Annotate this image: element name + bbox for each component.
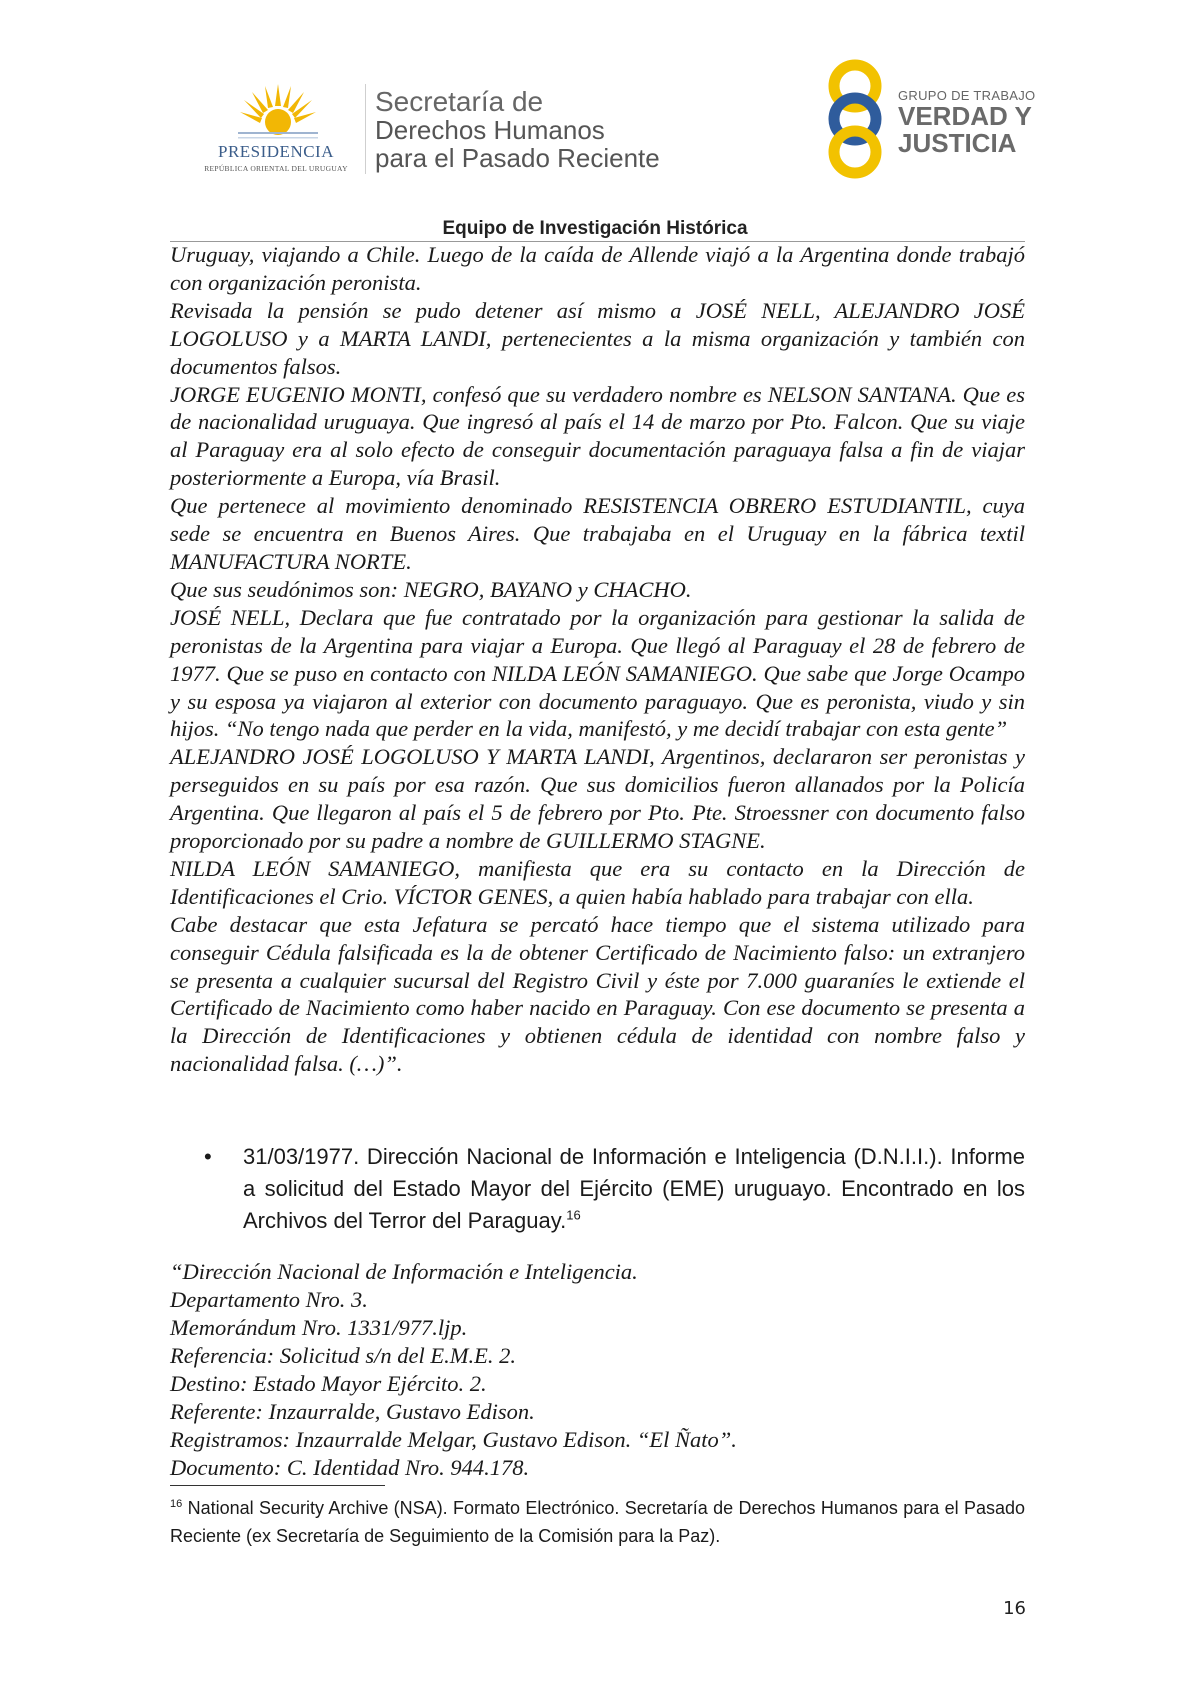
memo-line: Destino: Estado Mayor Ejército. 2.	[170, 1371, 487, 1396]
verdad-justicia-logo	[818, 58, 1038, 180]
quoted-report-body	[170, 241, 1025, 1078]
memo-line: Referente: Inzaurralde, Gustavo Edison.	[170, 1399, 535, 1424]
footnote-number: 16	[170, 1498, 183, 1510]
body-paragraph: Que pertenece al movimiento denominado RESISTENCIA OBRERO ESTUDIANTIL, cuya sede se encuentra en Buenos Aires. Que trabajaba en el Uruguay en la fábrica textil MANUFACTURA NORTE.	[170, 493, 1025, 574]
footnote	[170, 1494, 1025, 1550]
memo-line: Memorándum Nro. 1331/977.ljp.	[170, 1315, 468, 1340]
bullet-item	[204, 1141, 1025, 1237]
body-paragraph: ALEJANDRO JOSÉ LOGOLUSO Y MARTA LANDI, Argentinos, declararon ser peronistas y perseguidos en su país por esa razón. Que sus domicilios fueron allanados por la Policía Argentina. Que llegaron al país el 5 de febrero por Pto. Pte. Stroessner con documento falso proporcionado por su padre a nombre de GUILLERMO STAGNE.	[170, 744, 1025, 854]
body-paragraph: NILDA LEÓN SAMANIEGO, manifiesta que era su contacto en la Dirección de Identificaciones el Crio. VÍCTOR GENES, a quien había hablado para trabajar con ella.	[170, 855, 1025, 909]
memo-line: Registramos: Inzaurralde Melgar, Gustavo Edison. “El Ñato”.	[170, 1427, 737, 1452]
presidencia-name: PRESIDENCIA	[217, 142, 334, 161]
page-number: 16	[1003, 1598, 1026, 1619]
secretaria-logo-text	[375, 88, 660, 172]
header-divider	[365, 84, 366, 174]
verdad-justicia-text	[898, 88, 1035, 157]
page-header	[0, 0, 1190, 240]
presidencia-subtitle: REPÚBLICA ORIENTAL DEL URUGUAY	[204, 164, 348, 173]
bullet-symbol: •	[204, 1144, 212, 1169]
footnote-separator	[170, 1485, 385, 1486]
memo-line: Referencia: Solicitud s/n del E.M.E. 2.	[170, 1343, 516, 1368]
memorandum-block	[170, 1258, 1025, 1482]
bullet-text-block	[243, 1141, 1025, 1237]
interlinked-rings-icon	[818, 58, 892, 180]
secretaria-line-3: para el Pasado Reciente	[375, 143, 660, 173]
footnote-reference[interactable]: 16	[566, 1207, 581, 1223]
presidencia-logo	[196, 78, 356, 178]
verdad-label: VERDAD Y	[898, 101, 1032, 131]
sun-icon	[238, 82, 318, 144]
secretaria-line-1: Secretaría de	[375, 86, 544, 117]
body-paragraph: Que sus seudónimos son: NEGRO, BAYANO y CHACHO.	[170, 576, 692, 602]
body-paragraph: Uruguay, viajando a Chile. Luego de la caída de Allende viajó a la Argentina donde trabajó con organización peronista.	[170, 242, 1025, 295]
body-paragraph: JOSÉ NELL, Declara que fue contratado por la organización para gestionar la salida de peronistas de la Argentina para viajar a Europa. Que llegó al Paraguay el 28 de febrero de 1977. Que se puso en contacto con NILDA LEÓN SAMANIEGO. Que sabe que Jorge Ocampo y su esposa ya viajaron al exterior con documento paraguayo. Que es peronista, viudo y sin hijos. “No tengo nada que perder en la vida, manifestó, y me decidí trabajar con esta gente”	[170, 604, 1025, 742]
justicia-label: JUSTICIA	[898, 128, 1017, 158]
grupo-trabajo-label: GRUPO DE TRABAJO	[898, 88, 1036, 103]
bullet-text: 31/03/1977. Dirección Nacional de Información e Inteligencia (D.N.I.I.). Informe a solicitud del Estado Mayor del Ejército (EME) uruguayo. Encontrado en los Archivos del Terror del Paraguay.	[243, 1144, 1025, 1233]
body-paragraph: Revisada la pensión se pudo detener así mismo a JOSÉ NELL, ALEJANDRO JOSÉ LOGOLUSO y a MARTA LANDI, pertenecientes a la misma organización y también con documentos falsos.	[170, 297, 1025, 379]
body-paragraph: JORGE EUGENIO MONTI, confesó que su verdadero nombre es NELSON SANTANA. Que es de nacionalidad uruguaya. Que ingresó al país el 14 de marzo por Pto. Falcon. Que su viaje al Paraguay era al solo efecto de conseguir documentación paraguaya falsa a fin de viajar posteriormente a Europa, vía Brasil.	[170, 381, 1025, 491]
memo-line: “Dirección Nacional de Información e Inteligencia.	[170, 1259, 638, 1284]
body-paragraph: Cabe destacar que esta Jefatura se percató hace tiempo que el sistema utilizado para conseguir Cédula falsificada es la de obtener Certificado de Nacimiento falso: un extranjero se presenta a cualquier sucursal del Registro Civil y éste por 7.000 guaraníes le extiende el Certificado de Nacimiento como haber nacido en Paraguay. Con ese documento se presenta a la Dirección de Identificaciones y obtienen cédula de identidad con nombre falso y nacionalidad falsa. (…)”.	[170, 911, 1025, 1077]
memo-line: Departamento Nro. 3.	[170, 1287, 368, 1312]
secretaria-line-2: Derechos Humanos	[375, 115, 605, 145]
team-title: Equipo de Investigación Histórica	[442, 218, 748, 239]
footnote-text: National Security Archive (NSA). Formato Electrónico. Secretaría de Derechos Humanos para el Pasado Reciente (ex Secretaría de Seguimiento de la Comisión para la Paz).	[170, 1498, 1025, 1546]
memo-line: Documento: C. Identidad Nro. 944.178.	[170, 1455, 530, 1480]
